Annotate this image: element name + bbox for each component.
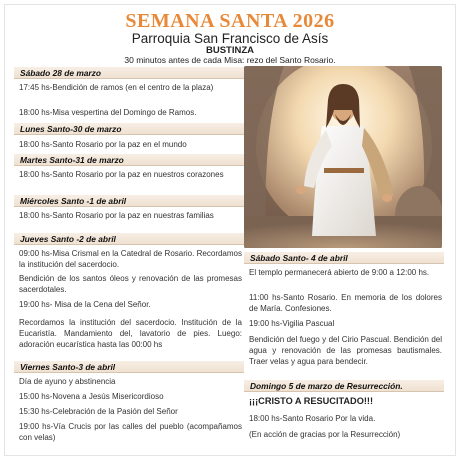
resurrection-exclamation: ¡¡¡CRISTO A RESUCITADO!!! xyxy=(249,396,374,406)
schedule-entry: 18:00 hs-Misa vespertina del Domingo de Ramos. xyxy=(19,108,197,117)
schedule-entry: Bendición de los santos óleos y renovación de las promesas sacerdotales. xyxy=(19,274,242,294)
sunday-heading: Domingo 5 de marzo de Resurrección. xyxy=(244,380,444,392)
risen-christ-image xyxy=(244,66,442,248)
schedule-entry: Bendición del fuego y del Cirio Pascual. Bendición del agua y renovación de las promesas bautismales. Traer velas y agua para bendecir. xyxy=(249,335,442,366)
schedule-entry: 19:00 hs-Vía Crucis por las calles del pueblo (acompañamos con velas) xyxy=(19,422,242,442)
flyer-title: SEMANA SANTA 2026 xyxy=(125,10,335,32)
left-schedule xyxy=(14,65,244,449)
day-heading: Lunes Santo-30 de marzo xyxy=(14,123,244,135)
day-heading: Miércoles Santo -1 de abril xyxy=(14,195,244,207)
schedule-entry: 15:00 hs-Novena a Jesús Misericordioso xyxy=(19,392,164,401)
schedule-entry: El templo permanecerá abierto de 9:00 a 12:00 hs. xyxy=(249,268,430,277)
schedule-entry: 18:00 hs-Santo Rosario por la paz en nuestros corazones xyxy=(19,170,224,179)
schedule-entry: 18:00 hs-Santo Rosario Por la vida. xyxy=(249,414,376,423)
day-heading: Sábado 28 de marzo xyxy=(14,67,244,79)
schedule-entry: 11:00 hs-Santo Rosario. En memoria de los dolores de María. Confesiones. xyxy=(249,293,442,313)
schedule-entry: 15:30 hs-Celebración de la Pasión del Señor xyxy=(19,407,178,416)
day-heading: Sábado Santo- 4 de abril xyxy=(244,252,444,264)
right-schedule xyxy=(244,252,444,446)
schedule-entry: 09:00 hs-Misa Crismal en la Catedral de Rosario. Recordamos la institución del sacerdocio. xyxy=(19,249,242,269)
place-name: BUSTINZA xyxy=(205,45,255,56)
day-heading: Viernes Santo-3 de abril xyxy=(14,361,244,373)
parish-name: Parroquia San Francisco de Asís xyxy=(131,31,329,46)
schedule-entry: 17:45 hs-Bendición de ramos (en el centro de la plaza) xyxy=(19,83,214,92)
schedule-entry: 19:00 hs- Misa de la Cena del Señor. xyxy=(19,300,151,309)
schedule-entry: Día de ayuno y abstinencia xyxy=(19,377,116,386)
schedule-entry: 18:00 hs-Santo Rosario por la paz en el mundo xyxy=(19,140,187,149)
day-heading: Martes Santo-31 de marzo xyxy=(14,154,244,166)
schedule-entry: Recordamos la institución del sacerdocio. Institución de la Eucaristía. Mandamiento del, lavatorio de pies. Luego: adoración eucarística hasta las 00:00 hs xyxy=(19,318,242,349)
rosary-note: 30 minutos antes de cada Misa: rezo del Santo Rosario. xyxy=(124,55,336,65)
schedule-entry: 18:00 hs-Santo Rosario por la paz en nuestras familias xyxy=(19,211,214,220)
schedule-entry: 19:00 hs-Vigilia Pascual xyxy=(249,319,335,328)
day-heading: Jueves Santo -2 de abril xyxy=(14,233,244,245)
schedule-entry: (En acción de gracias por la Resurrección) xyxy=(249,430,401,439)
